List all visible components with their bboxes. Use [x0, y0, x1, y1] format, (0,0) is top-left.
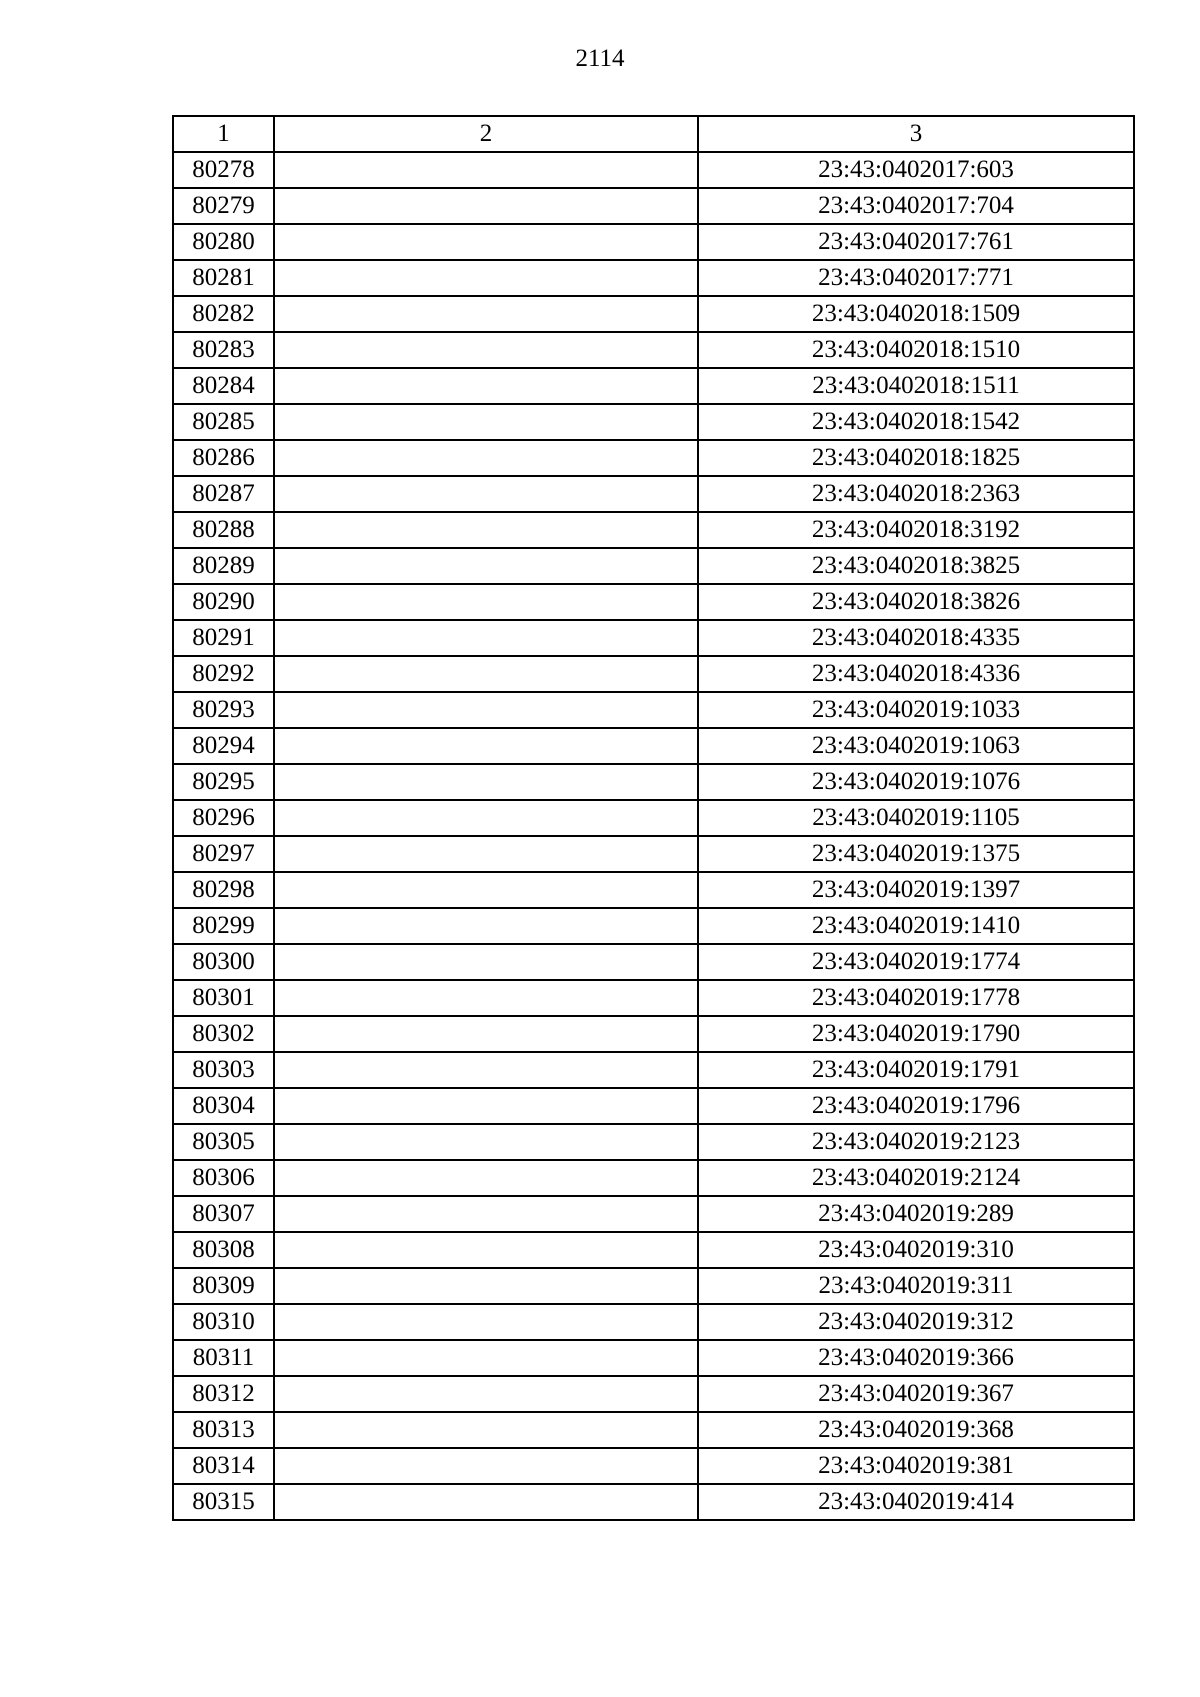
table-row	[173, 1448, 1134, 1484]
empty-cell	[274, 224, 698, 260]
empty-cell	[274, 1412, 698, 1448]
row-number-cell: 80279	[173, 188, 274, 224]
empty-cell	[274, 188, 698, 224]
table-row	[173, 152, 1134, 188]
table-row	[173, 620, 1134, 656]
table-row	[173, 1304, 1134, 1340]
empty-cell	[274, 440, 698, 476]
cadastral-number-cell: 23:43:0402017:704	[698, 188, 1134, 224]
row-number-cell: 80312	[173, 1376, 274, 1412]
empty-cell	[274, 1160, 698, 1196]
table-row	[173, 1196, 1134, 1232]
table-row	[173, 800, 1134, 836]
table-row	[173, 1124, 1134, 1160]
cadastral-number-cell: 23:43:0402018:3826	[698, 584, 1134, 620]
table-row	[173, 1088, 1134, 1124]
empty-cell	[274, 1232, 698, 1268]
table-row	[173, 908, 1134, 944]
table-row	[173, 404, 1134, 440]
cadastral-number-cell: 23:43:0402018:1825	[698, 440, 1134, 476]
row-number-cell: 80296	[173, 800, 274, 836]
row-number-cell: 80310	[173, 1304, 274, 1340]
cadastral-number-cell: 23:43:0402019:1791	[698, 1052, 1134, 1088]
cadastral-number-cell: 23:43:0402019:1397	[698, 872, 1134, 908]
empty-cell	[274, 548, 698, 584]
empty-cell	[274, 368, 698, 404]
empty-cell	[274, 1088, 698, 1124]
row-number-cell: 80290	[173, 584, 274, 620]
row-number-cell: 80297	[173, 836, 274, 872]
table-row	[173, 224, 1134, 260]
cadastral-number-cell: 23:43:0402019:1774	[698, 944, 1134, 980]
row-number-cell: 80300	[173, 944, 274, 980]
cadastral-number-cell: 23:43:0402018:2363	[698, 476, 1134, 512]
row-number-cell: 80301	[173, 980, 274, 1016]
empty-cell	[274, 1268, 698, 1304]
row-number-cell: 80293	[173, 692, 274, 728]
empty-cell	[274, 692, 698, 728]
table-row	[173, 1376, 1134, 1412]
empty-cell	[274, 476, 698, 512]
row-number-cell: 80294	[173, 728, 274, 764]
row-number-cell: 80307	[173, 1196, 274, 1232]
table-row	[173, 332, 1134, 368]
row-number-cell: 80311	[173, 1340, 274, 1376]
header-cell-3: 3	[698, 116, 1134, 152]
table-row	[173, 1340, 1134, 1376]
cadastral-number-cell: 23:43:0402019:310	[698, 1232, 1134, 1268]
cadastral-number-cell: 23:43:0402019:367	[698, 1376, 1134, 1412]
cadastral-number-cell: 23:43:0402018:4336	[698, 656, 1134, 692]
empty-cell	[274, 512, 698, 548]
cadastral-number-cell: 23:43:0402019:1105	[698, 800, 1134, 836]
table-body	[173, 152, 1134, 1520]
cadastral-number-cell: 23:43:0402019:1033	[698, 692, 1134, 728]
table-row	[173, 944, 1134, 980]
row-number-cell: 80291	[173, 620, 274, 656]
cadastral-number-cell: 23:43:0402019:2124	[698, 1160, 1134, 1196]
empty-cell	[274, 908, 698, 944]
row-number-cell: 80282	[173, 296, 274, 332]
empty-cell	[274, 584, 698, 620]
cadastral-number-cell: 23:43:0402017:771	[698, 260, 1134, 296]
empty-cell	[274, 404, 698, 440]
cadastral-number-cell: 23:43:0402019:1063	[698, 728, 1134, 764]
row-number-cell: 80287	[173, 476, 274, 512]
cadastral-number-cell: 23:43:0402019:366	[698, 1340, 1134, 1376]
cadastral-number-cell: 23:43:0402018:4335	[698, 620, 1134, 656]
table-row	[173, 980, 1134, 1016]
registry-table	[172, 115, 1135, 1521]
empty-cell	[274, 152, 698, 188]
table-row	[173, 188, 1134, 224]
empty-cell	[274, 1196, 698, 1232]
row-number-cell: 80295	[173, 764, 274, 800]
cadastral-number-cell: 23:43:0402018:1542	[698, 404, 1134, 440]
empty-cell	[274, 728, 698, 764]
row-number-cell: 80298	[173, 872, 274, 908]
row-number-cell: 80304	[173, 1088, 274, 1124]
header-cell-1: 1	[173, 116, 274, 152]
cadastral-number-cell: 23:43:0402017:761	[698, 224, 1134, 260]
row-number-cell: 80314	[173, 1448, 274, 1484]
cadastral-number-cell: 23:43:0402019:2123	[698, 1124, 1134, 1160]
empty-cell	[274, 764, 698, 800]
row-number-cell: 80286	[173, 440, 274, 476]
table-row	[173, 728, 1134, 764]
row-number-cell: 80308	[173, 1232, 274, 1268]
table-row	[173, 260, 1134, 296]
table-row	[173, 368, 1134, 404]
table-row	[173, 692, 1134, 728]
row-number-cell: 80303	[173, 1052, 274, 1088]
cadastral-number-cell: 23:43:0402018:3192	[698, 512, 1134, 548]
empty-cell	[274, 800, 698, 836]
empty-cell	[274, 1124, 698, 1160]
empty-cell	[274, 296, 698, 332]
empty-cell	[274, 332, 698, 368]
header-row	[173, 116, 1134, 152]
empty-cell	[274, 836, 698, 872]
empty-cell	[274, 1376, 698, 1412]
cadastral-number-cell: 23:43:0402018:1510	[698, 332, 1134, 368]
cadastral-number-cell: 23:43:0402019:381	[698, 1448, 1134, 1484]
cadastral-number-cell: 23:43:0402018:3825	[698, 548, 1134, 584]
table-row	[173, 476, 1134, 512]
table-row	[173, 548, 1134, 584]
cadastral-number-cell: 23:43:0402019:1796	[698, 1088, 1134, 1124]
cadastral-number-cell: 23:43:0402019:1410	[698, 908, 1134, 944]
cadastral-number-cell: 23:43:0402018:1511	[698, 368, 1134, 404]
empty-cell	[274, 656, 698, 692]
cadastral-number-cell: 23:43:0402019:311	[698, 1268, 1134, 1304]
row-number-cell: 80278	[173, 152, 274, 188]
cadastral-number-cell: 23:43:0402019:1790	[698, 1016, 1134, 1052]
table-row	[173, 296, 1134, 332]
cadastral-number-cell: 23:43:0402019:1778	[698, 980, 1134, 1016]
row-number-cell: 80292	[173, 656, 274, 692]
row-number-cell: 80284	[173, 368, 274, 404]
row-number-cell: 80305	[173, 1124, 274, 1160]
empty-cell	[274, 1304, 698, 1340]
row-number-cell: 80280	[173, 224, 274, 260]
row-number-cell: 80283	[173, 332, 274, 368]
cadastral-number-cell: 23:43:0402019:1076	[698, 764, 1134, 800]
row-number-cell: 80313	[173, 1412, 274, 1448]
cadastral-number-cell: 23:43:0402019:368	[698, 1412, 1134, 1448]
row-number-cell: 80302	[173, 1016, 274, 1052]
row-number-cell: 80289	[173, 548, 274, 584]
row-number-cell: 80315	[173, 1484, 274, 1520]
table-row	[173, 1160, 1134, 1196]
empty-cell	[274, 620, 698, 656]
table-row	[173, 1016, 1134, 1052]
page-number: 2114	[575, 45, 625, 72]
table-row	[173, 512, 1134, 548]
empty-cell	[274, 1016, 698, 1052]
table-row	[173, 872, 1134, 908]
empty-cell	[274, 1448, 698, 1484]
empty-cell	[274, 944, 698, 980]
empty-cell	[274, 872, 698, 908]
cadastral-number-cell: 23:43:0402019:312	[698, 1304, 1134, 1340]
row-number-cell: 80306	[173, 1160, 274, 1196]
table-row	[173, 584, 1134, 620]
table-row	[173, 836, 1134, 872]
table-row	[173, 440, 1134, 476]
row-number-cell: 80288	[173, 512, 274, 548]
empty-cell	[274, 980, 698, 1016]
table-row	[173, 1052, 1134, 1088]
table-row	[173, 1412, 1134, 1448]
cadastral-number-cell: 23:43:0402017:603	[698, 152, 1134, 188]
table-row	[173, 1232, 1134, 1268]
cadastral-number-cell: 23:43:0402018:1509	[698, 296, 1134, 332]
header-cell-2: 2	[274, 116, 698, 152]
table-row	[173, 1484, 1134, 1520]
row-number-cell: 80281	[173, 260, 274, 296]
row-number-cell: 80309	[173, 1268, 274, 1304]
empty-cell	[274, 1484, 698, 1520]
table-row	[173, 764, 1134, 800]
table-header	[173, 116, 1134, 152]
cadastral-number-cell: 23:43:0402019:1375	[698, 836, 1134, 872]
table-row	[173, 1268, 1134, 1304]
row-number-cell: 80299	[173, 908, 274, 944]
empty-cell	[274, 1340, 698, 1376]
row-number-cell: 80285	[173, 404, 274, 440]
empty-cell	[274, 1052, 698, 1088]
cadastral-number-cell: 23:43:0402019:414	[698, 1484, 1134, 1520]
table-row	[173, 656, 1134, 692]
empty-cell	[274, 260, 698, 296]
cadastral-number-cell: 23:43:0402019:289	[698, 1196, 1134, 1232]
